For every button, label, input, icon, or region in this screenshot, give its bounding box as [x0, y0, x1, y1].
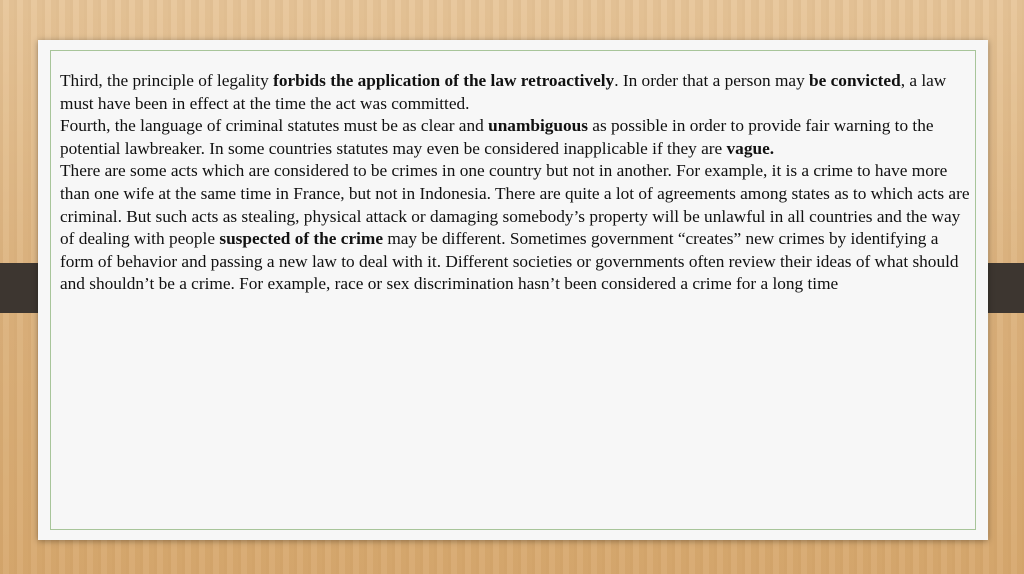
bold-run: forbids the application of the law retroactively — [273, 71, 615, 90]
text-run: Fourth, the language of criminal statutes must be as clear and — [60, 116, 489, 136]
slide-body-text — [60, 70, 970, 296]
text-run: as possible in order to provide fair warning to the potential lawbreaker. In some countries statutes may even be considered inapplicable if they are — [60, 116, 934, 158]
bold-run: vague. — [726, 138, 775, 158]
text-run: . In order that a person may — [614, 71, 810, 90]
slide-card — [38, 40, 988, 540]
paragraph-clarity — [60, 115, 970, 160]
bold-run: suspected of the crime — [219, 229, 383, 249]
paragraph-crimes-differ — [60, 160, 970, 296]
bold-run: be convicted — [809, 71, 901, 90]
text-run: Third, the principle of legality — [60, 71, 274, 90]
text-run: , a law must have been in effect at the time the act was committed. — [60, 71, 947, 113]
bold-run: unambiguous — [488, 116, 588, 136]
text-run: There are some acts which are considered to be crimes in one country but not in another. For example, it is a crime to have more than one wife at the same time in France, but not in Indonesia. There are quite a lot of agreements among states as to which acts are criminal. But such acts as stealing, physical attack or damaging somebody’s property will be unlawful in all countries and the way of dealing with people — [60, 161, 970, 249]
text-run: may be different. Sometimes government “creates” new crimes by identifying a form of behavior and passing a new law to deal with it. Different societies or governments often review their ideas of what should and shouldn’t be a crime. For example, race or sex discrimination hasn’t been considered a crime for a long time — [60, 229, 959, 294]
paragraph-legality — [60, 70, 970, 115]
